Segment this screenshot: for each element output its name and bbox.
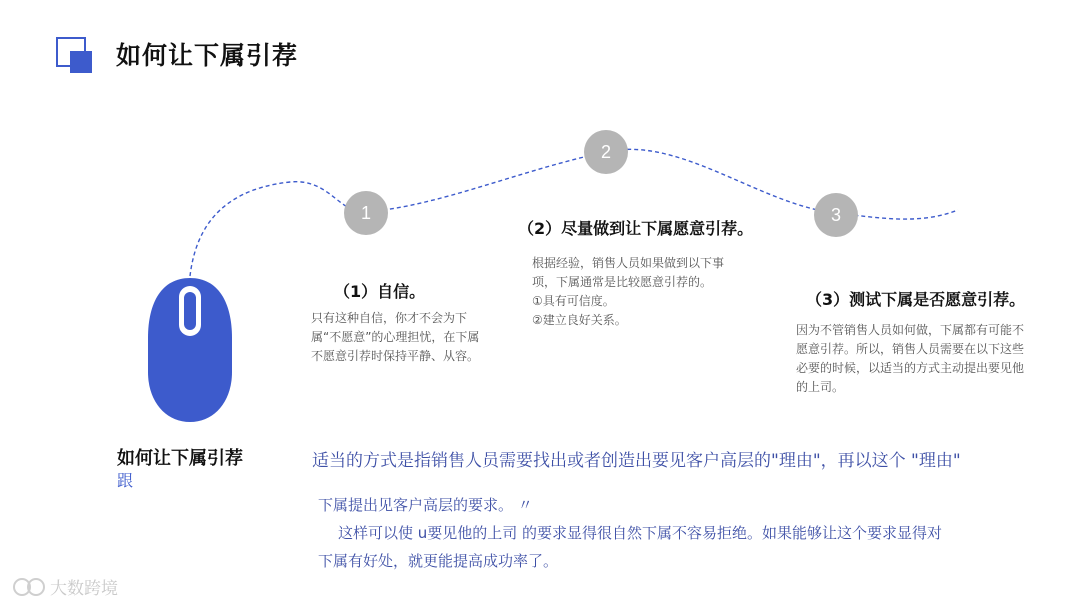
step-1-heading: （1）自信。 <box>334 282 426 301</box>
step-2-heading: （2）尽量做到让下属愿意引荐。 <box>518 219 754 238</box>
body-line-2: 下属提出见客户高层的要求。 〃 <box>318 496 533 514</box>
step-2-line: ②建立良好关系。 <box>532 313 627 327</box>
step-2-line: 根据经验，销售人员如果做到以下事项，下属通常是比较愿意引荐的。 <box>532 256 725 289</box>
step-3-text: 因为不管销售人员如何做，下属都有可能不愿意引荐。所以，销售人员需要在以下这些必要的时候，以适当的方式主动提出要见他的上司。 <box>796 323 1025 394</box>
bottom-subtitle-2: 跟 <box>117 471 134 490</box>
computer-mouse-icon <box>146 276 234 424</box>
watermark <box>12 574 118 599</box>
step-3-heading: （3）测试下属是否愿意引荐。 <box>806 290 1026 309</box>
page-title: 如何让下属引荐 <box>116 41 299 70</box>
bottom-subtitle: 如何让下属引荐 <box>117 448 243 469</box>
body-line-3: 这样可以使 u要见他的上司 的要求显得很自然下属不容易拒绝。如果能够让这个要求显得对 <box>338 524 943 542</box>
step-1-text: 只有这种自信，你才不会为下属“不愿意”的心理担忧，在下属不愿意引荐时保持平静、从容。 <box>311 311 480 363</box>
body-line-1: 适当的方式是指销售人员需要找出或者创造出要见客户高层的"理由"，再以这个 "理由" <box>312 451 961 471</box>
body-line-4: 下属有好处，就更能提高成功率了。 <box>318 552 559 570</box>
watermark-text: 大数跨境 <box>50 579 118 599</box>
step-2-text <box>532 254 732 330</box>
step-2-circle: 2 <box>584 130 628 174</box>
watermark-logo-icon <box>12 576 46 598</box>
step-2-line: ①具有可信度。 <box>532 294 615 308</box>
step-1-circle: 1 <box>344 191 388 235</box>
step-3-circle: 3 <box>814 193 858 237</box>
